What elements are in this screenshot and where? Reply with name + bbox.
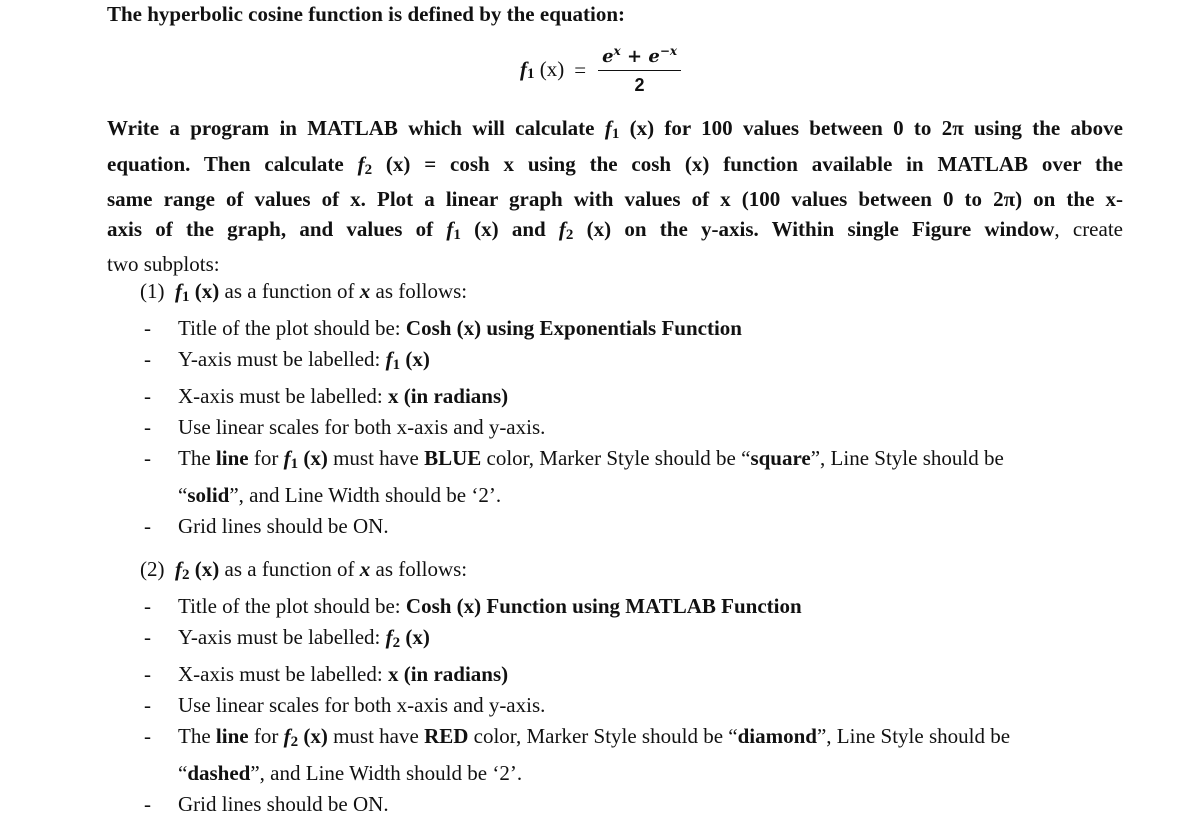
s1-num: (1) — [140, 279, 165, 303]
s2-line-h1: “ — [178, 761, 188, 785]
s1-line-d: must have — [327, 446, 425, 470]
para-line1-sub: 1 — [611, 126, 620, 142]
subplot-2-title — [140, 554, 1125, 591]
instructions-paragraph — [107, 114, 1123, 280]
s1-line-c: for — [248, 446, 284, 470]
s2-scales: Use linear scales for both x-axis and y-axis. — [178, 693, 546, 717]
s1-line-text — [178, 443, 1125, 480]
s2-line-sub: 2 — [290, 734, 299, 750]
s1-line-color: BLUE — [424, 446, 482, 470]
para-line-4 — [107, 215, 1123, 251]
s1-item-xlabel — [140, 381, 1125, 412]
s1-dash-5: - — [144, 446, 151, 470]
s1-title-value: Cosh (x) using Exponentials Function — [405, 316, 742, 340]
s2-dash-2: - — [144, 625, 151, 649]
s1-dash-3: - — [144, 384, 151, 408]
s1-scales: Use linear scales for both x-axis and y-axis. — [178, 415, 546, 439]
eq-func-name: f — [520, 57, 527, 81]
s2-line-color: RED — [424, 724, 469, 748]
s1-line-marker: square — [750, 446, 811, 470]
s1-line-arg: (x) — [298, 446, 328, 470]
eq-num-base1: e — [602, 46, 614, 67]
para-line4-c: (x) on the y-axis. Within single Figure window — [573, 216, 1055, 241]
s2-rest2: as follows: — [370, 557, 468, 581]
s2-ylabel-f: f — [385, 625, 393, 649]
s2-line-h2: ”, and Line Width should be ‘2’. — [250, 761, 523, 785]
s2-f: f — [175, 557, 182, 581]
s1-rest: as a function of — [219, 279, 360, 303]
para-line2-b: (x) = cosh x using the cosh (x) function available in MATLAB over the — [372, 151, 1123, 176]
heading: The hyperbolic cosine function is defined by the equation: — [107, 2, 626, 26]
s2-item-xlabel — [140, 659, 1125, 690]
s2-xlabel-value: x (in radians) — [387, 662, 509, 686]
s2-sub: 2 — [182, 567, 190, 583]
subplot-1-title — [140, 276, 1125, 313]
para-line2-sub: 2 — [364, 161, 373, 178]
para-line4-f2: f — [558, 216, 566, 241]
s1-dash-1: - — [144, 316, 151, 340]
para-line-3: same range of values of x. Plot a linear graph with values of x (100 values between 0 to 2π) on the x- — [107, 187, 1123, 211]
para-line-1 — [107, 114, 1123, 150]
s1-grid: Grid lines should be ON. — [178, 514, 389, 538]
s1-item-grid — [140, 511, 1125, 542]
s1-line-h1: “ — [178, 483, 188, 507]
s2-line-b: line — [215, 724, 249, 748]
s2-line-arg: (x) — [298, 724, 328, 748]
s2-dash-3: - — [144, 662, 151, 686]
s2-line-e: color, Marker Style should be “ — [468, 724, 738, 748]
para-line-2 — [107, 150, 1123, 186]
s2-arg: (x) — [194, 557, 220, 581]
s2-num: (2) — [140, 557, 165, 581]
equation-numerator — [598, 44, 681, 71]
s2-line-text — [178, 721, 1125, 758]
eq-num-exp1: x — [613, 44, 621, 58]
s2-ylabel-label: Y-axis must be labelled: — [178, 625, 386, 649]
s2-line-g: ”, Line Style should be — [816, 724, 1011, 748]
s1-line-h2: ”, and Line Width should be ‘2’. — [229, 483, 502, 507]
s1-arg: (x) — [194, 279, 220, 303]
s1-item-line-style — [140, 443, 1125, 511]
para-line4-d: , create — [1054, 216, 1123, 241]
para-line2-a: equation. Then calculate — [107, 151, 358, 176]
s2-x: x — [359, 557, 371, 581]
para-line1-a: Write a program in MATLAB which will calculate — [107, 116, 605, 140]
s2-rest: as a function of — [219, 557, 360, 581]
s1-line-b: line — [215, 446, 249, 470]
subplot-1-requirements — [140, 276, 1125, 542]
s2-dash-1: - — [144, 594, 151, 618]
equation-equals: = — [574, 57, 587, 82]
s1-line-cont — [178, 480, 1125, 511]
eq-func-arg: (x) — [539, 57, 565, 81]
para-line4-b: (x) and — [460, 216, 559, 241]
s1-line-sub: 1 — [290, 456, 299, 472]
equation-fraction — [598, 44, 681, 96]
s2-line-a: The — [178, 724, 216, 748]
s1-ylabel-label: Y-axis must be labelled: — [178, 347, 386, 371]
s1-line-e: color, Marker Style should be “ — [481, 446, 751, 470]
s2-ylabel-sub: 2 — [392, 635, 401, 651]
s2-dash-6: - — [144, 792, 151, 816]
s1-ylabel-sub: 1 — [392, 357, 401, 373]
eq-num-op: + — [626, 46, 643, 67]
s1-title-label: Title of the plot should be: — [178, 316, 406, 340]
s1-dash-6: - — [144, 514, 151, 538]
s2-title-value: Cosh (x) Function using MATLAB Function — [405, 594, 802, 618]
s2-item-title — [140, 591, 1125, 622]
para-line2-f: f — [357, 151, 365, 176]
para-line4-sub2: 2 — [565, 226, 574, 243]
s1-line-a: The — [178, 446, 216, 470]
s1-ylabel-arg: (x) — [400, 347, 430, 371]
s1-item-ylabel — [140, 344, 1125, 381]
equation-lhs — [520, 57, 564, 83]
s1-item-title — [140, 313, 1125, 344]
s1-rest2: as follows: — [370, 279, 468, 303]
s2-xlabel-label: X-axis must be labelled: — [178, 662, 388, 686]
s1-line-style: solid — [187, 483, 230, 507]
s2-line-c: for — [248, 724, 284, 748]
cosh-equation — [520, 38, 681, 102]
s1-xlabel-value: x (in radians) — [387, 384, 509, 408]
para-line1-f: f — [604, 116, 612, 140]
s2-item-ylabel — [140, 622, 1125, 659]
s2-ylabel-arg: (x) — [400, 625, 430, 649]
subplot-2-requirements — [140, 554, 1125, 820]
para-line4-sub1: 1 — [453, 226, 461, 243]
s2-title-label: Title of the plot should be: — [178, 594, 406, 618]
s2-item-line-style — [140, 721, 1125, 789]
s2-dash-4: - — [144, 693, 151, 717]
s2-dash-5: - — [144, 724, 151, 748]
s2-line-cont — [178, 758, 1125, 789]
s2-line-f: f — [283, 724, 291, 748]
s1-f: f — [175, 279, 182, 303]
para-line1-b: (x) for 100 values between 0 to 2π using the above — [619, 116, 1124, 140]
s2-line-marker: diamond — [737, 724, 817, 748]
s1-item-scales — [140, 412, 1125, 443]
s1-dash-4: - — [144, 415, 151, 439]
para-line-5: two subplots: — [107, 252, 220, 276]
s1-x: x — [359, 279, 371, 303]
para-line4-f1: f — [446, 216, 454, 241]
s1-line-f: f — [283, 446, 291, 470]
eq-num-exp2: −x — [659, 44, 678, 58]
eq-func-subscript: 1 — [527, 66, 535, 82]
s1-dash-2: - — [144, 347, 151, 371]
s2-item-scales — [140, 690, 1125, 721]
s1-line-g: ”, Line Style should be — [810, 446, 1004, 470]
s1-sub: 1 — [182, 289, 190, 305]
s1-ylabel-f: f — [385, 347, 393, 371]
s2-line-d: must have — [327, 724, 425, 748]
eq-num-base2: e — [648, 46, 660, 67]
s1-xlabel-label: X-axis must be labelled: — [178, 384, 388, 408]
s2-line-style: dashed — [187, 761, 251, 785]
s2-grid: Grid lines should be ON. — [178, 792, 389, 816]
para-line4-a: axis of the graph, and values of — [107, 216, 447, 241]
equation-denominator: 2 — [634, 75, 645, 95]
s2-item-grid — [140, 789, 1125, 820]
